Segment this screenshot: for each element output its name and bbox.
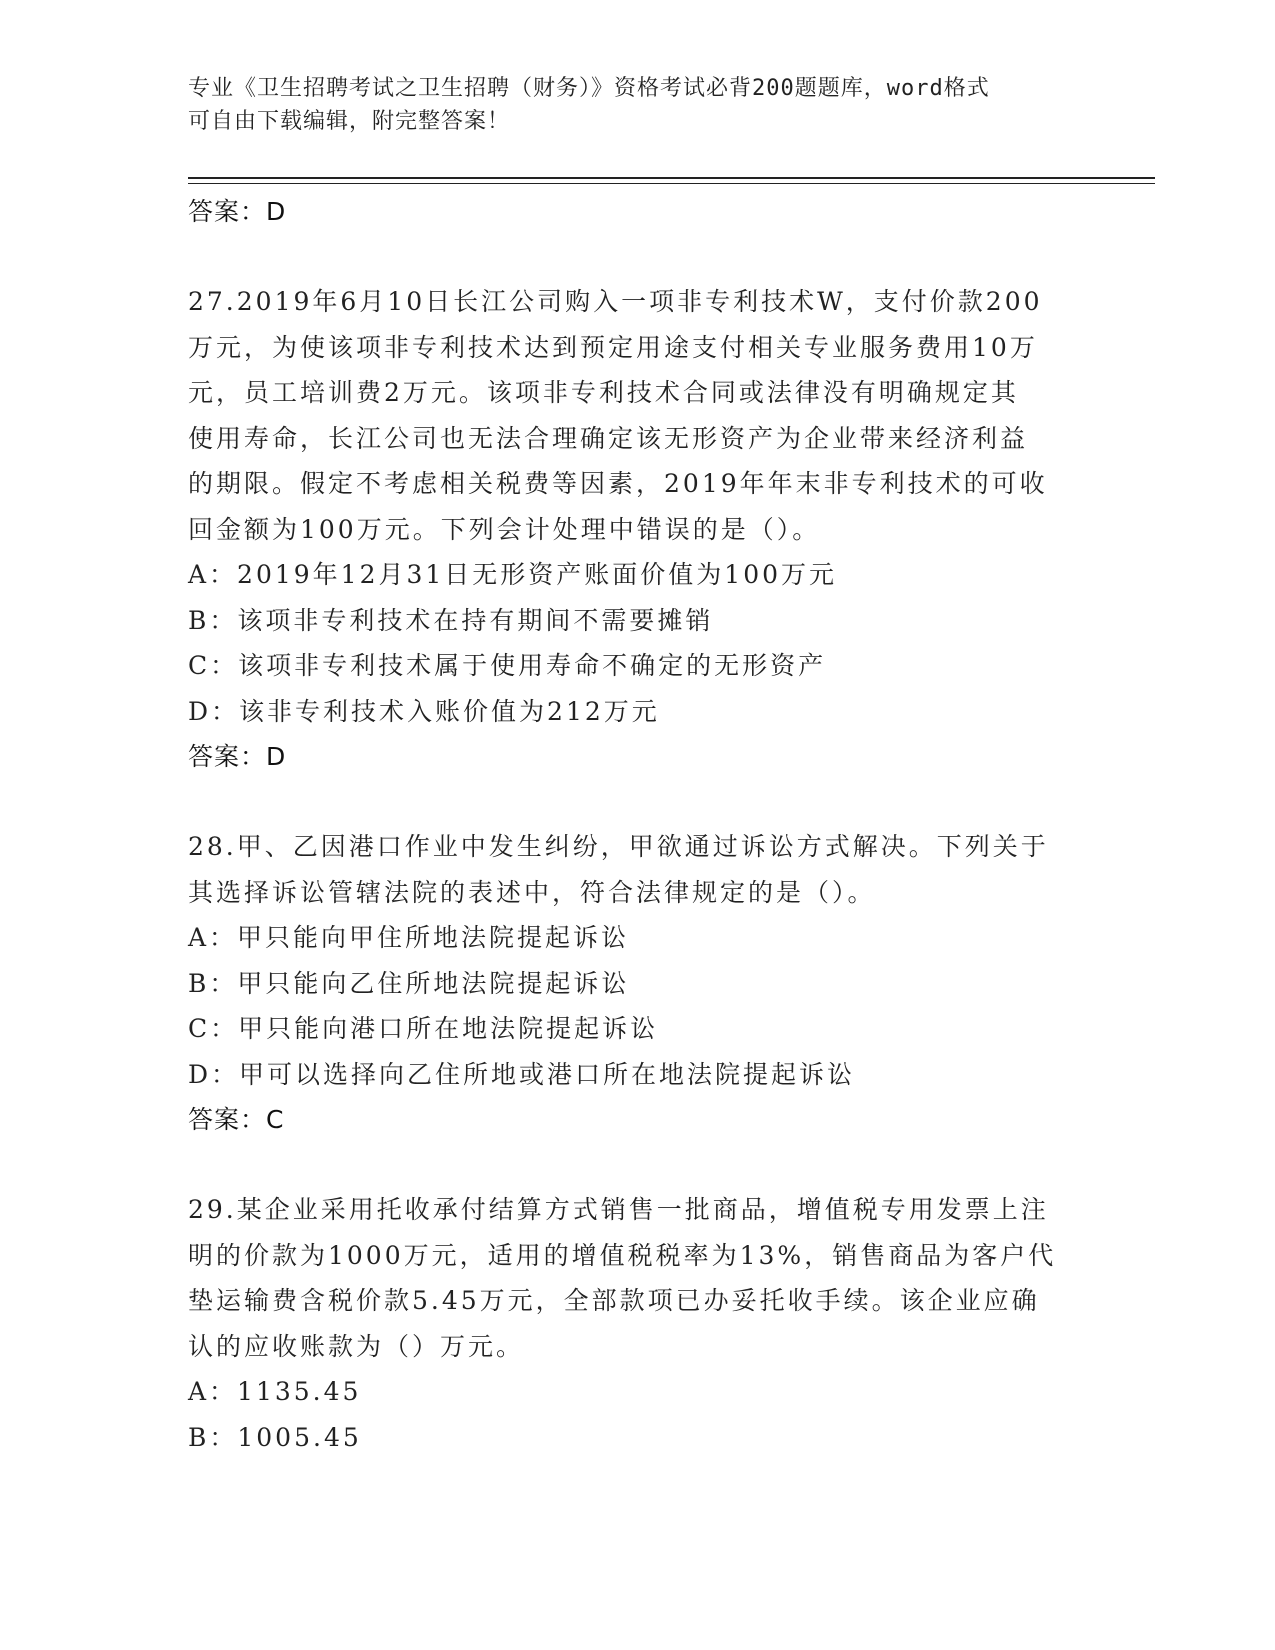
question-line: 的期限。假定不考虑相关税费等因素，2019年年末非专利技术的可收 (188, 469, 1048, 498)
answer-label: 答案：D (188, 742, 287, 771)
answer-label: 答案：C (188, 1105, 285, 1134)
question-line: 回金额为100万元。下列会计处理中错误的是（）。 (188, 514, 821, 544)
header-divider-thin (188, 183, 1155, 184)
question-line: 29.某企业采用托收承付结算方式销售一批商品，增值税专用发票上注 (188, 1195, 1049, 1224)
header-divider-thick (188, 177, 1155, 179)
question-27 (188, 279, 1068, 780)
question-line: 明的价款为1000万元，适用的增值税税率为13%，销售商品为客户代 (188, 1240, 1057, 1270)
question-line: 其选择诉讼管辖法院的表述中，符合法律规定的是（）。 (188, 877, 876, 907)
option-c: C：甲只能向港口所在地法院提起诉讼 (188, 1014, 659, 1043)
option-b: B：该项非专利技术在持有期间不需要摊销 (188, 605, 714, 635)
header-line-1: 专业《卫生招聘考试之卫生招聘（财务）》资格考试必背200题题库，word格式 (188, 76, 990, 101)
question-line: 万元，为使该项非专利技术达到预定用途支付相关专业服务费用10万 (188, 332, 1038, 362)
option-d: D：该非专利技术入账价值为212万元 (188, 696, 660, 726)
option-c: C：该项非专利技术属于使用寿命不确定的无形资产 (188, 651, 827, 680)
document-header (188, 72, 1068, 138)
question-29 (188, 1187, 1068, 1460)
question-28 (188, 824, 1068, 1143)
option-a: A：1135.45 (188, 1377, 362, 1406)
question-line: 使用寿命，长江公司也无法合理确定该无形资产为企业带来经济利益 (188, 423, 1029, 453)
option-a: A：2019年12月31日无形资产账面价值为100万元 (188, 560, 838, 589)
question-line: 元，员工培训费2万元。该项非专利技术合同或法律没有明确规定其 (188, 378, 1019, 407)
question-line: 垫运输费含税价款5.45万元，全部款项已办妥托收手续。该企业应确 (188, 1286, 1040, 1315)
option-b: B：1005.45 (188, 1422, 362, 1452)
header-line-2: 可自由下载编辑，附完整答案！ (188, 109, 511, 134)
question-line: 认的应收账款为（）万元。 (188, 1331, 525, 1361)
question-line: 28.甲、乙因港口作业中发生纠纷，甲欲通过诉讼方式解决。下列关于 (188, 832, 1049, 861)
option-a: A：甲只能向甲住所地法院提起诉讼 (188, 923, 630, 952)
answer-label: 答案：D (188, 197, 287, 226)
option-d: D：甲可以选择向乙住所地或港口所在地法院提起诉讼 (188, 1059, 856, 1089)
option-b: B：甲只能向乙住所地法院提起诉讼 (188, 968, 630, 998)
document-body (188, 189, 1068, 1460)
question-line: 27.2019年6月10日长江公司购入一项非专利技术W，支付价款200 (188, 287, 1043, 316)
